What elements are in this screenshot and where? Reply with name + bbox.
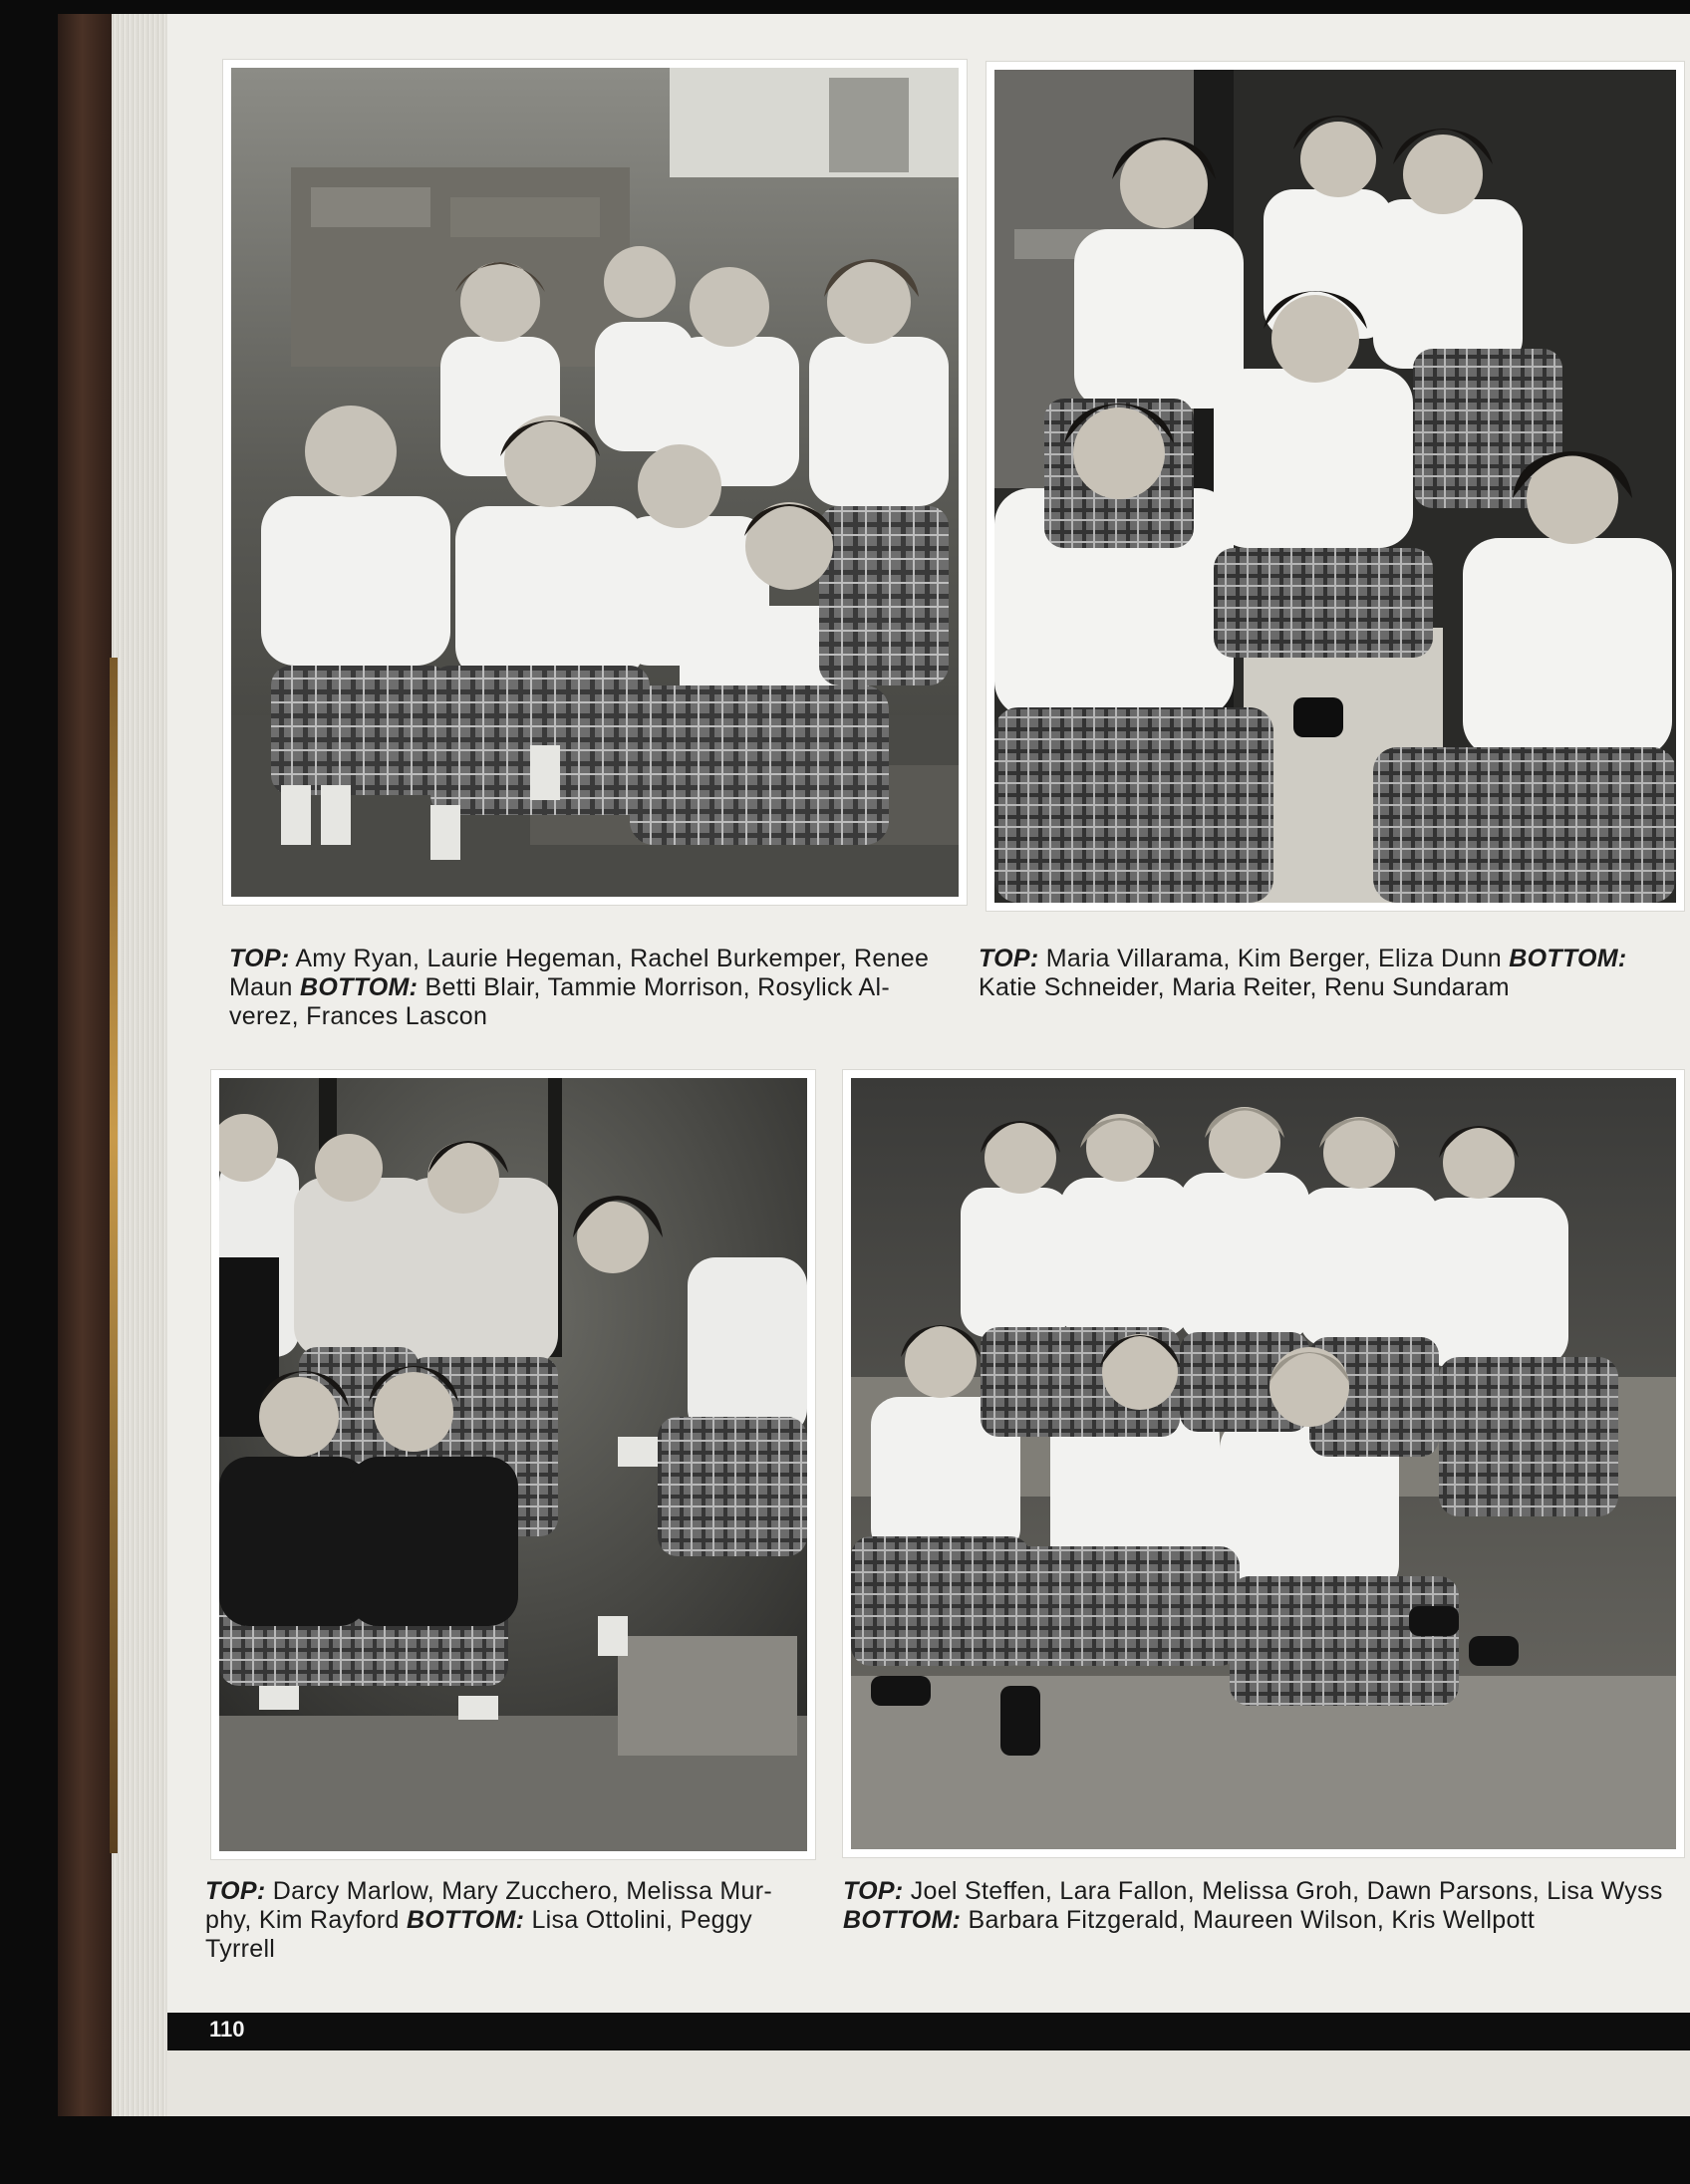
- page-edges: [112, 14, 171, 2116]
- caption-2-bottom-label: BOTTOM:: [1509, 945, 1627, 972]
- caption-1-top-label: TOP:: [229, 945, 290, 972]
- caption-photo-1: [229, 945, 967, 1031]
- photo-bottom-right: [843, 1070, 1684, 1857]
- caption-4-top-label: TOP:: [843, 1877, 904, 1905]
- caption-2-bottom-names: Katie Schneider, Maria Reiter, Renu Sundaram: [979, 973, 1510, 1001]
- caption-1-bottom-names: Betti Blair, Tammie Morrison, Rosylick Al- verez, Frances Lascon: [229, 973, 890, 1030]
- caption-3-bottom-label: BOTTOM:: [406, 1906, 525, 1934]
- photo-2-image: [994, 70, 1676, 903]
- photo-1-image: [231, 68, 959, 897]
- caption-4-top-names: Joel Steffen, Lara Fallon, Melissa Groh, Dawn Parsons, Lisa Wyss: [903, 1877, 1663, 1905]
- caption-3-bottom-names: Lisa Ottolini, Peggy Tyrrell: [205, 1906, 752, 1963]
- caption-3-top-names: Darcy Marlow, Mary Zucchero, Melissa Mur- phy, Kim Rayford: [205, 1877, 772, 1934]
- page-number: 110: [209, 2017, 245, 2042]
- group-photo-3: [219, 1078, 807, 1851]
- group-photo-2: [994, 70, 1676, 903]
- photo-top-right: [986, 62, 1684, 911]
- caption-2-top-names: Maria Villarama, Kim Berger, Eliza Dunn: [1038, 945, 1510, 972]
- footer-bar: [167, 2013, 1690, 2050]
- caption-1-top-names: Amy Ryan, Laurie Hegeman, Rachel Burkemper, Renee Maun: [229, 945, 930, 1001]
- caption-4-bottom-label: BOTTOM:: [843, 1906, 962, 1934]
- caption-2-top-label: TOP:: [979, 945, 1039, 972]
- spine-gilding: [110, 658, 118, 1853]
- caption-1-bottom-label: BOTTOM:: [299, 973, 419, 1001]
- group-photo-4: [851, 1078, 1676, 1849]
- caption-photo-4: [843, 1877, 1686, 1935]
- caption-photo-3: [205, 1877, 809, 1964]
- page-bottom-margin: [167, 2050, 1690, 2116]
- caption-4-bottom-names: Barbara Fitzgerald, Maureen Wilson, Kris Wellpott: [961, 1906, 1536, 1934]
- photo-bottom-left: [211, 1070, 815, 1859]
- caption-photo-2: [979, 945, 1682, 1002]
- caption-3-top-label: TOP:: [205, 1877, 266, 1905]
- photo-3-image: [219, 1078, 807, 1851]
- photo-4-image: [851, 1078, 1676, 1849]
- group-photo-1: [231, 68, 959, 897]
- photo-top-left: [223, 60, 967, 905]
